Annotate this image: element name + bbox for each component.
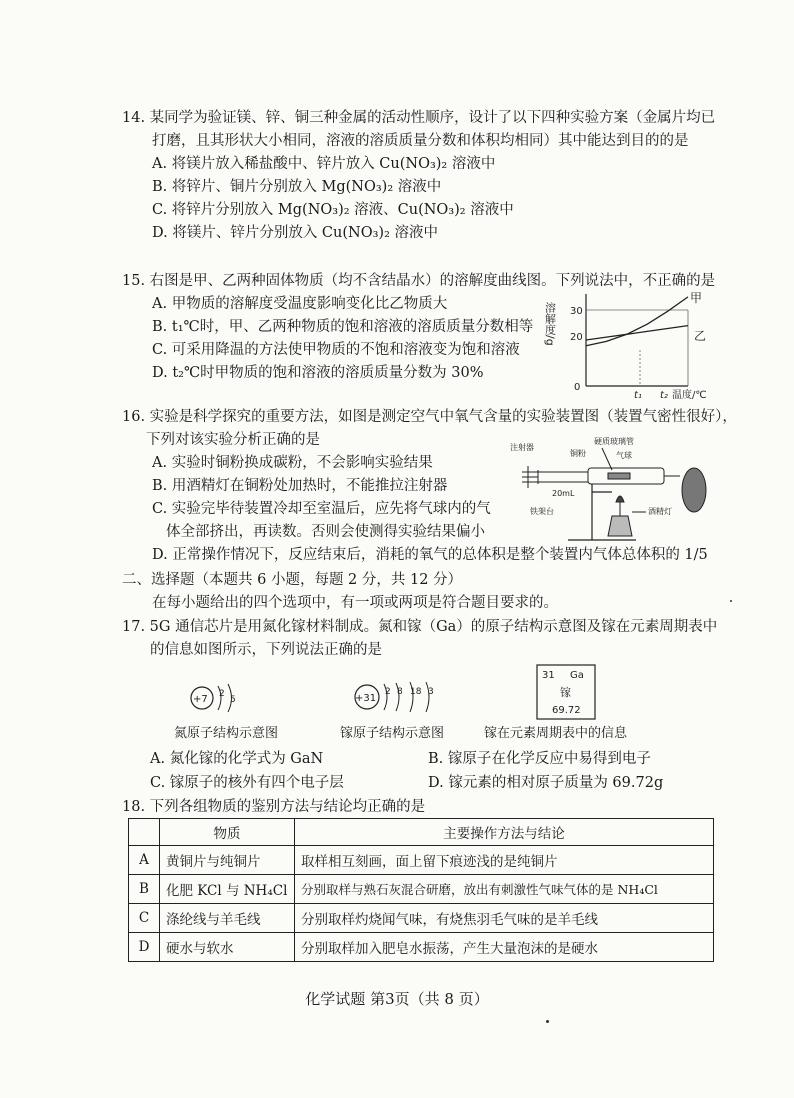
- q14-stem-line1: 14. 某同学为验证镁、锌、铜三种金属的活动性顺序，设计了以下四种实验方案（金属片均已: [122, 110, 716, 126]
- caption-periodic: 镓在元素周期表中的信息: [484, 726, 628, 741]
- ga-nucleus: +31: [355, 693, 377, 704]
- q17-option-b: B. 镓原子在化学反应中易得到电子: [428, 751, 651, 767]
- table-cell: 黄铜片与纯铜片: [160, 846, 295, 875]
- section2-note: 在每小题给出的四个选项中，有一项或两项是符合题目要求的。: [152, 595, 558, 611]
- table-header-cell: 物质: [160, 819, 295, 846]
- cell-name: 镓: [560, 686, 571, 699]
- q16-option-c-line1: C. 实验完毕待装置冷却至室温后，应先将气球内的气: [152, 501, 491, 517]
- table-header-row: [129, 819, 714, 846]
- table-cell: 分别取样与熟石灰混合研磨，放出有刺激性气味气体的是 NH₄Cl: [295, 875, 714, 904]
- chart-xlabel: 温度/℃: [672, 390, 707, 401]
- chart-xtick-t2: t₂: [660, 390, 668, 401]
- ga-shell-4: 3: [428, 687, 434, 697]
- q14-option-a: A. 将镁片放入稀盐酸中、锌片放入 Cu(NO₃)₂ 溶液中: [152, 156, 496, 172]
- page-footer: 化学试题 第3页（共 8 页）: [305, 990, 489, 1008]
- gallium-atom-diagram: [350, 676, 450, 718]
- q14-option-d: D. 将镁片、锌片分别放入 Cu(NO₃)₂ 溶液中: [152, 225, 438, 241]
- chart-series-yi: [586, 326, 688, 340]
- q14-option-c: C. 将锌片分别放入 Mg(NO₃)₂ 溶液、Cu(NO₃)₂ 溶液中: [152, 202, 514, 218]
- label-balloon: 气球: [616, 451, 632, 460]
- table-cell: 取样相互刻画，面上留下痕迹浅的是纯铜片: [295, 846, 714, 875]
- n-shell-2: 5: [230, 695, 236, 705]
- table-cell: 化肥 KCl 与 NH₄Cl: [160, 875, 295, 904]
- q15-option-c: C. 可采用降温的方法使甲物质的不饱和溶液变为饱和溶液: [152, 342, 520, 358]
- chart-legend-jia: 甲: [690, 291, 703, 305]
- caption-nitrogen: 氮原子结构示意图: [174, 726, 279, 741]
- scan-speck: [546, 1020, 549, 1023]
- table-row: [129, 846, 714, 875]
- q16-option-b: B. 用酒精灯在铜粉处加热时，不能推拉注射器: [152, 478, 448, 494]
- chart-legend-yi: 乙: [694, 329, 707, 343]
- syringe-icon: [522, 466, 588, 488]
- q17-option-a: A. 氮化镓的化学式为 GaN: [150, 751, 324, 767]
- q17-option-d: D. 镓元素的相对原子质量为 69.72g: [428, 775, 664, 791]
- chart-xtick-t1: t₁: [634, 390, 642, 401]
- alcohol-lamp-icon: [608, 496, 646, 536]
- cell-mass: 69.72: [552, 705, 581, 716]
- q15-option-a: A. 甲物质的溶解度受温度影响变化比乙物质大: [152, 296, 448, 312]
- table-row: [129, 875, 714, 904]
- chart-ytick-20: 20: [570, 332, 583, 343]
- table-cell: 硬水与软水: [160, 933, 295, 962]
- table-header-cell: [129, 819, 160, 846]
- table-cell: B: [129, 875, 160, 904]
- q17-option-c: C. 镓原子的核外有四个电子层: [150, 775, 344, 791]
- ga-shell-1: 2: [385, 687, 391, 697]
- q15-stem: 15. 右图是甲、乙两种固体物质（均不含结晶水）的溶解度曲线图。下列说法中，不正确的是: [122, 273, 716, 289]
- table-row: [129, 933, 714, 962]
- chart-origin-label: 0: [574, 382, 581, 393]
- q16-option-c-line2: 体全部挤出，再读数。否则会使测得实验结果偏小: [166, 524, 485, 540]
- table-cell: D: [129, 933, 160, 962]
- label-lamp: 酒精灯: [648, 507, 672, 516]
- table-row: [129, 904, 714, 933]
- table-cell: C: [129, 904, 160, 933]
- label-stand: 铁架台: [530, 507, 554, 516]
- periodic-table-cell: [536, 664, 596, 720]
- nitrogen-atom-diagram: [186, 678, 246, 718]
- q16-stem-line1: 16. 实验是科学探究的重要方法，如图是测定空气中氧气含量的实验装置图（装置气密性很好），: [122, 409, 737, 425]
- caption-gallium: 镓原子结构示意图: [340, 726, 445, 741]
- q18-stem: 18. 下列各组物质的鉴别方法与结论均正确的是: [122, 799, 426, 815]
- table-header-cell: 主要操作方法与结论: [295, 819, 714, 846]
- ga-shell-2: 8: [397, 687, 403, 697]
- table-cell: 涤纶线与羊毛线: [160, 904, 295, 933]
- solubility-chart: [543, 290, 714, 402]
- n-shell-1: 2: [219, 689, 225, 699]
- section2-title: 二、选择题（本题共 6 小题，每题 2 分，共 12 分）: [122, 572, 463, 588]
- q17-stem-line2: 的信息如图所示，下列说法正确的是: [150, 642, 382, 658]
- label-20ml: 20mL: [552, 489, 575, 498]
- table-cell: 分别取样灼烧闻气味，有烧焦羽毛气味的是羊毛线: [295, 904, 714, 933]
- scan-speck: [730, 600, 732, 602]
- q16-stem-line2: 下列对该实验分析正确的是: [146, 432, 320, 448]
- table-cell: 分别取样加入肥皂水振荡，产生大量泡沫的是硬水: [295, 933, 714, 962]
- apparatus-diagram: [508, 436, 722, 548]
- q15-option-d: D. t₂℃时甲物质的饱和溶液的溶质质量分数为 30%: [152, 365, 484, 381]
- label-copper: 铜粉: [570, 449, 586, 458]
- label-syringe: 注射器: [510, 443, 534, 452]
- table-cell: A: [129, 846, 160, 875]
- q18-table: [128, 818, 714, 962]
- balloon-icon: [664, 468, 706, 512]
- chart-ylabel: 溶解度/g: [543, 302, 557, 346]
- n-nucleus: +7: [193, 694, 208, 705]
- cell-symbol: Ga: [570, 670, 584, 681]
- q14-option-b: B. 将锌片、铜片分别放入 Mg(NO₃)₂ 溶液中: [152, 179, 442, 195]
- q16-option-a: A. 实验时铜粉换成碳粉，不会影响实验结果: [152, 455, 433, 471]
- cell-number: 31: [542, 670, 555, 681]
- ga-shell-3: 18: [410, 687, 422, 697]
- chart-ytick-30: 30: [570, 306, 583, 317]
- label-glass-tube: 硬质玻璃管: [594, 437, 634, 446]
- q14-stem-line2: 打磨，且其形状大小相同，溶液的溶质质量分数和体积均相同）其中能达到目的的是: [152, 133, 689, 149]
- q16-option-d: D. 正常操作情况下，反应结束后，消耗的氧气的总体积是整个装置内气体总体积的 1/5: [152, 547, 708, 563]
- q17-stem-line1: 17. 5G 通信芯片是用氮化镓材料制成。氮和镓（Ga）的原子结构示意图及镓在元素周期表中: [122, 619, 718, 635]
- q15-option-b: B. t₁℃时，甲、乙两种物质的饱和溶液的溶质质量分数相等: [152, 319, 534, 335]
